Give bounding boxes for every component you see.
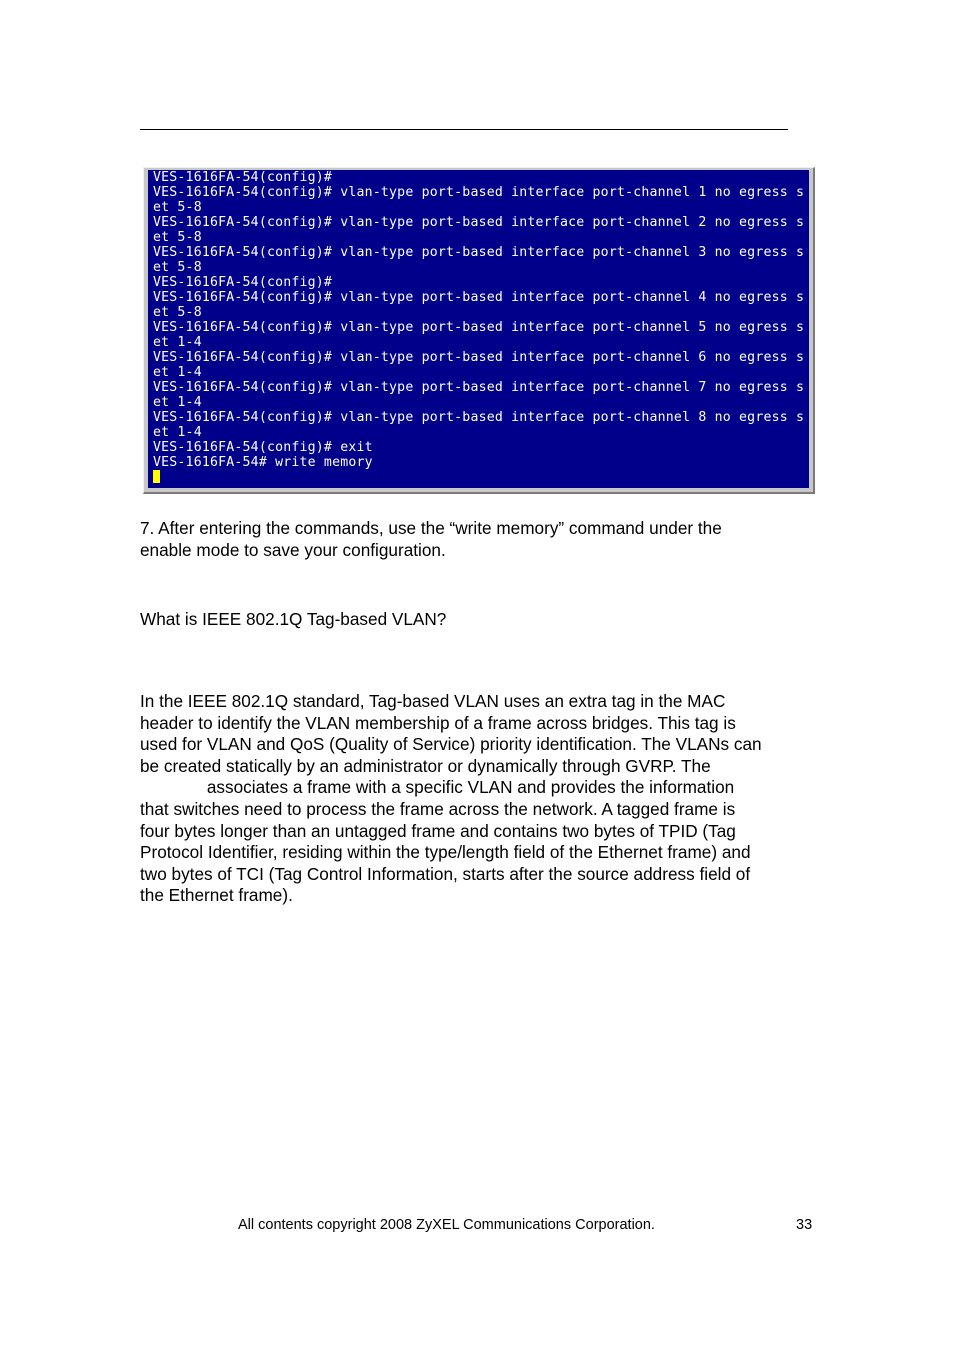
terminal-line: VES-1616FA-54(config)# vlan-type port-based interface port-channel 6 no egress s: [153, 350, 805, 365]
section-heading: What is IEEE 802.1Q Tag-based VLAN?: [140, 609, 447, 629]
terminal-cursor-line: [153, 470, 804, 485]
cursor-icon: [153, 470, 160, 483]
terminal-screen: [148, 170, 809, 488]
text-line: associates a frame with a specific VLAN and provides the information: [140, 777, 735, 798]
terminal-line: VES-1616FA-54(config)# vlan-type port-based interface port-channel 3 no egress s: [153, 245, 805, 260]
text-line: header to identify the VLAN membership of a frame across bridges. This tag is: [140, 712, 736, 733]
terminal-line: et 1-4: [153, 335, 202, 350]
text-line: In the IEEE 802.1Q standard, Tag-based VLAN uses an extra tag in the MAC: [140, 691, 726, 711]
terminal-line: VES-1616FA-54(config)# vlan-type port-based interface port-channel 5 no egress s: [153, 320, 805, 335]
terminal-line: et 1-4: [153, 425, 202, 440]
terminal-line: VES-1616FA-54(config)# vlan-type port-based interface port-channel 4 no egress s: [153, 290, 805, 305]
text-line: the Ethernet frame).: [140, 885, 293, 906]
terminal-line: et 5-8: [153, 305, 202, 320]
terminal-line: VES-1616FA-54(config)# vlan-type port-based interface port-channel 2 no egress s: [153, 215, 805, 230]
terminal-line: et 5-8: [153, 260, 202, 275]
text-line: used for VLAN and QoS (Quality of Service) priority identification. The VLANs can: [140, 734, 762, 755]
terminal-line: et 1-4: [153, 365, 202, 380]
terminal-line: VES-1616FA-54(config)#: [153, 275, 333, 290]
text-line: 7. After entering the commands, use the “write memory” command under the: [140, 518, 722, 538]
terminal-output: [153, 170, 804, 485]
text-line: be created statically by an administrator or dynamically through GVRP. The: [140, 755, 711, 776]
terminal-screenshot: [143, 167, 815, 494]
page-number: 33: [796, 1217, 813, 1233]
text-line: that switches need to process the frame across the network. A tagged frame is: [140, 798, 736, 819]
terminal-line: VES-1616FA-54(config)#: [153, 170, 333, 185]
body-paragraph: [140, 691, 762, 907]
terminal-line: et 5-8: [153, 200, 202, 215]
step-7-instruction: [140, 518, 722, 561]
terminal-line: VES-1616FA-54(config)# vlan-type port-based interface port-channel 7 no egress s: [153, 380, 805, 395]
terminal-line: VES-1616FA-54(config)# vlan-type port-based interface port-channel 1 no egress s: [153, 185, 805, 200]
terminal-line: VES-1616FA-54# write memory: [153, 455, 373, 470]
terminal-line: VES-1616FA-54(config)# exit: [153, 440, 373, 455]
terminal-line: et 1-4: [153, 395, 202, 410]
text-line: two bytes of TCI (Tag Control Information, starts after the source address field of: [140, 863, 751, 884]
text-line: four bytes longer than an untagged frame and contains two bytes of TPID (Tag: [140, 820, 736, 841]
text-line: enable mode to save your configuration.: [140, 539, 446, 560]
footer-copyright: All contents copyright 2008 ZyXEL Communications Corporation.: [238, 1217, 655, 1233]
text-line: Protocol Identifier, residing within the type/length field of the Ethernet frame) and: [140, 842, 751, 863]
terminal-line: VES-1616FA-54(config)# vlan-type port-based interface port-channel 8 no egress s: [153, 410, 805, 425]
header-rule: [140, 129, 788, 130]
terminal-line: et 5-8: [153, 230, 202, 245]
